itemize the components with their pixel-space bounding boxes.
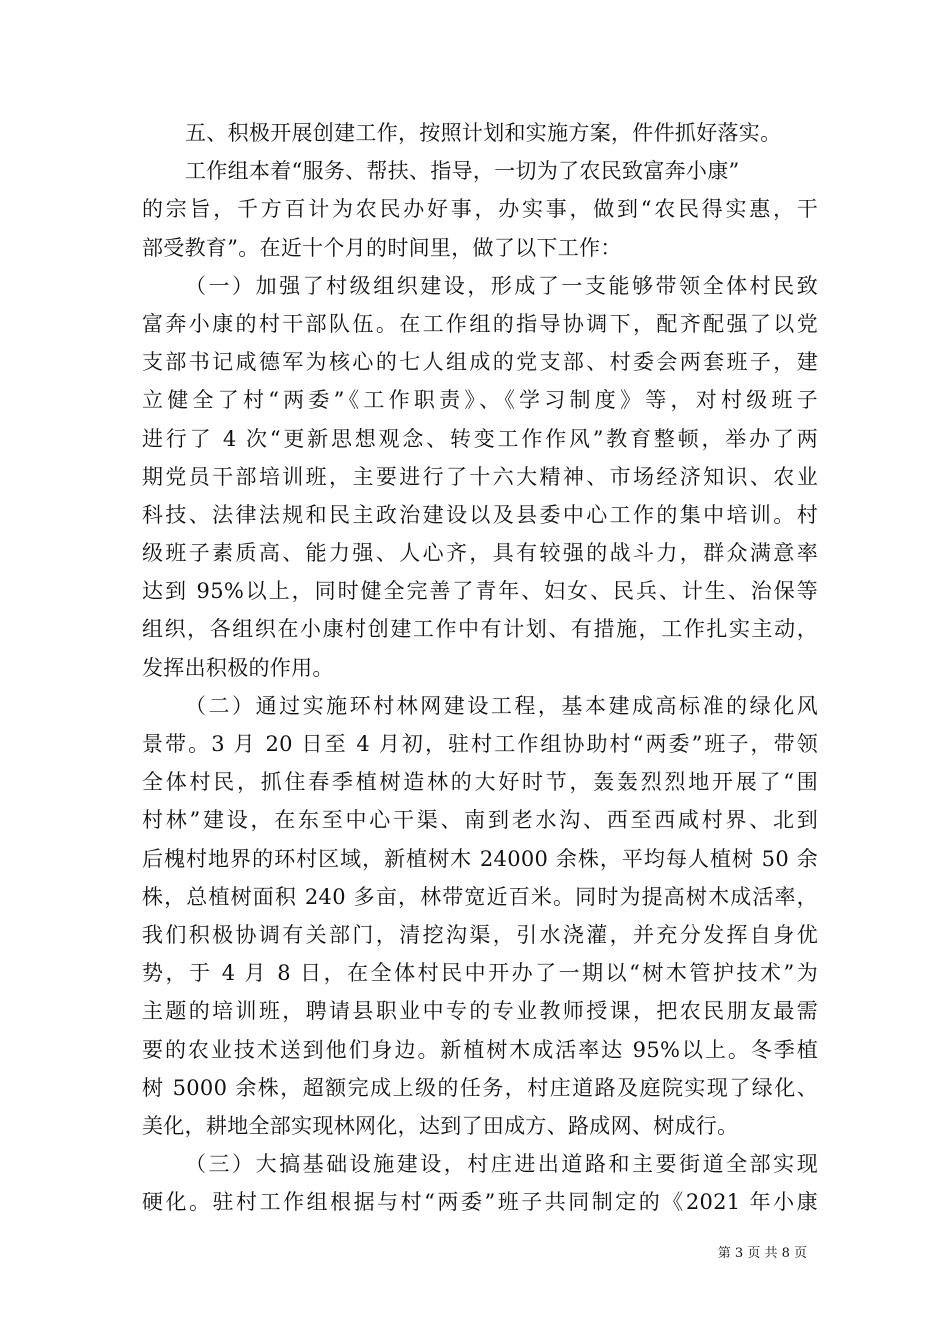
text-line: 发挥出积极的作用。 — [142, 655, 334, 680]
text-line: 后槐村地界的环村区域，新植树木 24000 余株，平均每人植树 50 余 — [142, 846, 818, 871]
text-line: 株，总植树面积 240 多亩，林带宽近百米。同时为提高树木成活率， — [142, 884, 818, 909]
text-line: 美化，耕地全部实现林网化，达到了田成方、路成网、树成行。 — [142, 1113, 739, 1138]
text-line: 达到 95%以上，同时健全完善了青年、妇女、民兵、计生、治保等 — [142, 579, 818, 604]
text-line: 期党员干部培训班，主要进行了十六大精神、市场经济知识、农业 — [142, 464, 818, 489]
text-line: 五、积极开展创建工作，按照计划和实施方案，件件抓好落实。 — [185, 121, 782, 145]
text-line: 景带。3 月 20 日至 4 月初，驻村工作组协助村“两委”班子，带领 — [142, 732, 818, 756]
text-line: 全体村民，抓住春季植树造林的大好时节，轰轰烈烈地开展了“围 — [142, 770, 818, 795]
text-line: 立健全了村“两委”《工作职责》、《学习制度》等，对村级班子 — [142, 388, 818, 413]
text-line: （三）大搞基础设施建设，村庄进出道路和主要街道全部实现 — [185, 1152, 818, 1177]
text-line: 进行了 4 次“更新思想观念、转变工作作风”教育整顿，举办了两 — [142, 426, 818, 451]
text-line: 树 5000 余株，超额完成上级的任务，村庄道路及庭院实现了绿化、 — [142, 1075, 818, 1100]
text-line: 要的农业技术送到他们身边。新植树木成活率达 95%以上。冬季植 — [142, 1037, 818, 1062]
text-line: 科技、法律法规和民主政治建设以及县委中心工作的集中培训。村 — [142, 502, 818, 527]
text-line: 硬化。驻村工作组根据与村“两委”班子共同制定的《2021 年小康 — [142, 1190, 818, 1215]
text-line: 的宗旨，千方百计为农民办好事，办实事，做到“农民得实惠，干 — [142, 197, 818, 222]
text-line: （一）加强了村级组织建设，形成了一支能够带领全体村民致 — [185, 273, 818, 298]
text-line: 级班子素质高、能力强、人心齐，具有较强的战斗力，群众满意率 — [142, 541, 818, 566]
text-line: 主题的培训班，聘请县职业中专的专业教师授课，把农民朋友最需 — [142, 999, 818, 1024]
text-line: 势，于 4 月 8 日，在全体村民中开办了一期以“树木管护技术”为 — [142, 961, 818, 986]
text-line: 我们积极协调有关部门，清挖沟渠，引水浇灌，并充分发挥自身优 — [142, 922, 818, 947]
text-line: （二）通过实施环村林网建设工程，基本建成高标准的绿化风 — [185, 693, 818, 718]
text-line: 村林”建设，在东至中心干渠、南到老水沟、西至西咸村界、北到 — [142, 808, 818, 833]
page-number: 第 3 页 共 8 页 — [717, 1246, 807, 1261]
text-line: 支部书记咸德军为核心的七人组成的党支部、村委会两套班子，建 — [142, 350, 818, 375]
text-line: 组织，各组织在小康村创建工作中有计划、有措施，工作扎实主动， — [142, 617, 818, 642]
text-line: 工作组本着“服务、帮扶、指导，一切为了农民致富奔小康” — [185, 159, 740, 184]
text-line: 富奔小康的村干部队伍。在工作组的指导协调下，配齐配强了以党 — [142, 311, 818, 336]
document-body — [142, 114, 818, 1221]
text-line: 部受教育”。在近十个月的时间里，做了以下工作： — [142, 235, 622, 260]
